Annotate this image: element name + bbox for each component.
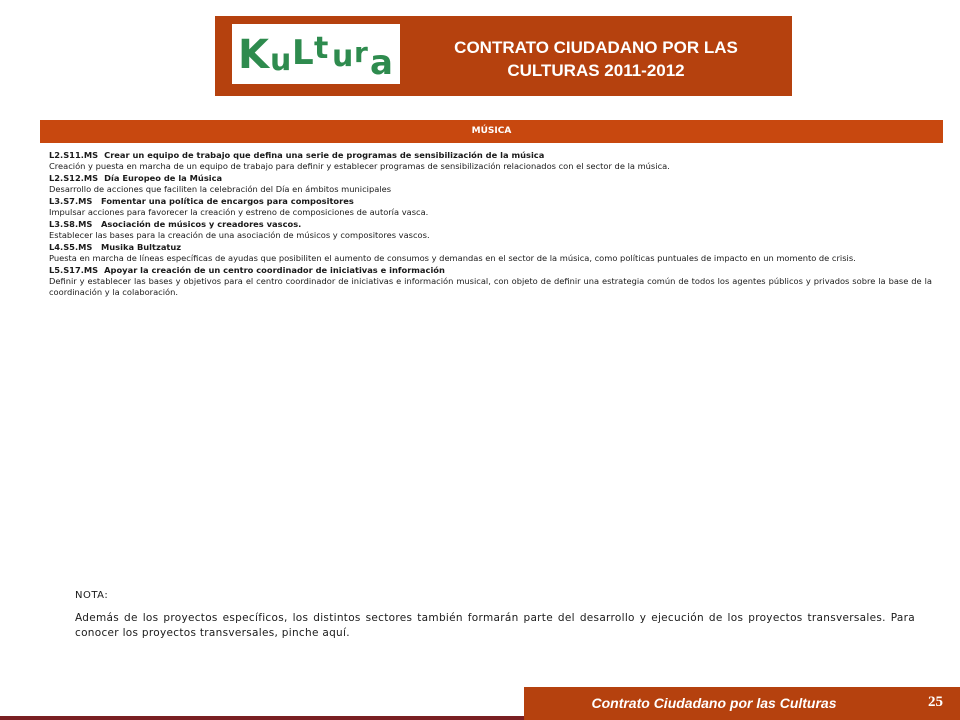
list-item [49,219,932,241]
svg-text:u: u [332,39,354,74]
item-code: L3.S7.MS [49,196,93,206]
item-code: L5.S17.MS [49,265,99,275]
page-number: 25 [928,694,943,710]
item-code: L4.S5.MS [49,242,93,252]
item-title: Fomentar una política de encargos para compositores [101,196,354,206]
item-title: Musika Bultzatuz [101,242,182,252]
item-code: L2.S12.MS [49,173,99,183]
note-label: NOTA: [75,590,109,601]
document-title [415,36,777,82]
project-list [49,150,932,299]
note-text [75,611,915,641]
kultura-logo [232,24,400,84]
svg-text:t: t [314,31,329,66]
footer [524,687,960,720]
item-description: Desarrollo de acciones que faciliten la celebración del Día en ámbitos municipales [49,184,392,194]
list-item [49,265,932,298]
item-title: Crear un equipo de trabajo que defina una serie de programas de sensibilización de la música [104,150,545,160]
svg-text:L: L [292,33,314,73]
item-description: Definir y establecer las bases y objetivos para el centro coordinador de iniciativas e información musical, con objeto de definir una estrategia común de todos los agentes públicos y privados sobre la base de la coordinación y la colaboración. [49,276,932,297]
header-banner [215,16,792,96]
list-item [49,150,932,172]
transversal-projects-link[interactable]: pinche aquí. [281,627,350,639]
list-item [49,242,932,264]
section-heading: MÚSICA [40,120,943,143]
item-description: Impulsar acciones para favorecer la creación y estreno de composiciones de autoría vasca. [49,207,429,217]
item-description: Puesta en marcha de líneas específicas de ayudas que posibiliten el aumento de consumos y demandas en el sector de la música, como políticas puntuales de impacto en un momento de crisis. [49,253,856,263]
kultura-logo-image [232,24,400,84]
item-description: Creación y puesta en marcha de un equipo de trabajo para definir y establecer programas de sensibilización relacionados con el sector de la música. [49,161,670,171]
item-code: L2.S11.MS [49,150,99,160]
list-item [49,196,932,218]
item-title: Asociación de músicos y creadores vascos. [101,219,302,229]
svg-text:r: r [354,36,368,69]
item-code: L3.S8.MS [49,219,93,229]
item-description: Establecer las bases para la creación de una asociación de músicos y compositores vascos. [49,230,430,240]
item-title: Día Europeo de la Música [104,173,223,183]
note-body: Además de los proyectos específicos, los distintos sectores también formarán parte del desarrollo y ejecución de los proyectos transversales. Para conocer los proyectos transversales, [75,612,915,639]
item-title: Apoyar la creación de un centro coordinador de iniciativas e información [104,265,445,275]
svg-text:K: K [238,32,269,78]
footer-title: Contrato Ciudadano por las Culturas [591,695,837,711]
title-line-1: CONTRATO CIUDADANO POR LAS [454,38,738,57]
svg-text:u: u [270,43,292,78]
svg-text:a: a [370,43,393,83]
list-item [49,173,932,195]
title-line-2: CULTURAS 2011-2012 [507,61,685,80]
